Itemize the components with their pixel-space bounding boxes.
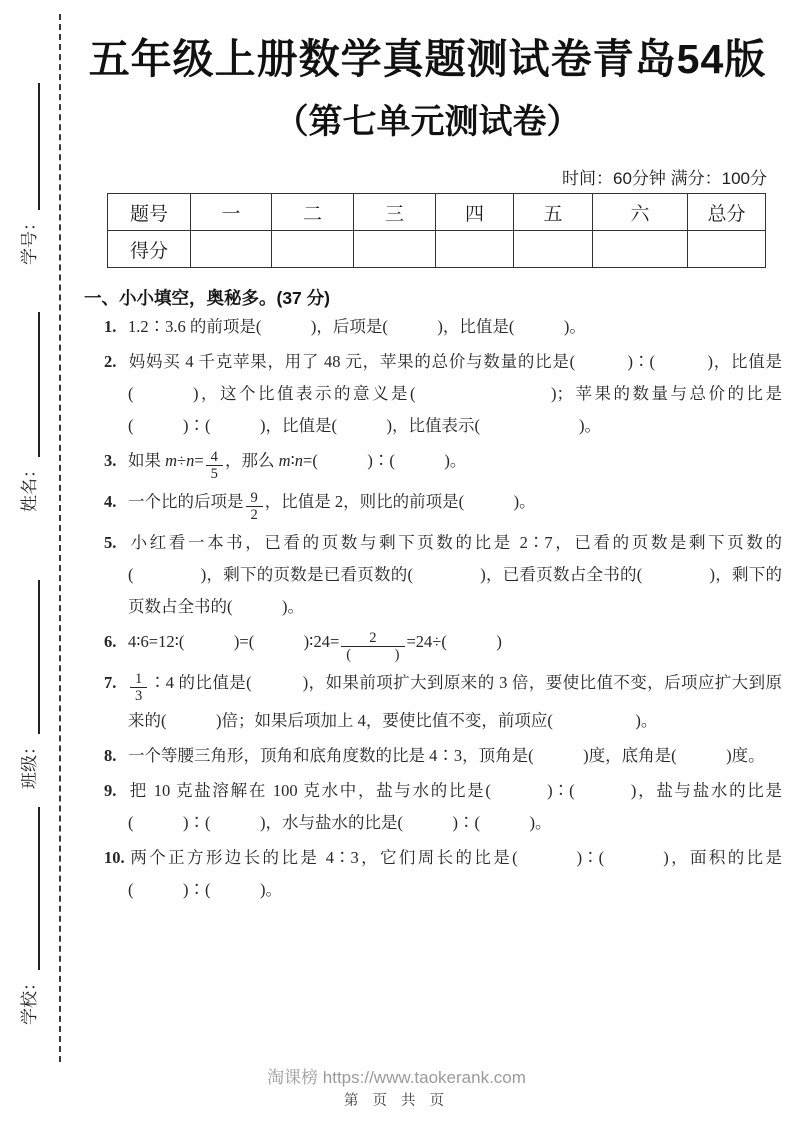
- question-number: 1.: [104, 317, 117, 336]
- question-number: 7.: [104, 673, 117, 693]
- score-cell: [436, 231, 514, 268]
- class-field: [16, 580, 40, 789]
- score-cell: [272, 231, 354, 268]
- page-title: 五年级上册数学真题测试卷青岛54版: [88, 36, 767, 82]
- time-score-info: 时间：60分钟 满分：100分: [562, 169, 767, 188]
- dashed-cut-line: [59, 14, 61, 1062]
- score-col-total: 总分: [688, 194, 766, 231]
- fraction: $\frac{4}{5}$: [206, 449, 223, 483]
- fraction: $\frac{2}{( )}$: [341, 630, 404, 664]
- score-col-5: 五: [514, 194, 593, 231]
- question-number: 6.: [104, 632, 117, 652]
- question-number: 4.: [104, 492, 117, 512]
- question-number: 2.: [104, 352, 117, 371]
- question-item: 7. $\frac{1}{3}$ ∶4 的比值是( )，如果前项扩大到原来的 3 倍，要使比值不变，后项应扩大到原来的( )倍；如果后项加上 4，要使比值不变，前项应( )。: [104, 667, 782, 737]
- score-table-header-row: [108, 194, 766, 231]
- question-number: 10.: [104, 848, 125, 868]
- question-item: 5. 小红看一本书，已看的页数与剩下页数的比是 2∶7，已看的页数是剩下页数的( )，剩下的页数是已看页数的( )，已看页数占全书的( )，剩下的页数占全书的( )。: [104, 527, 782, 623]
- student-number-blank-line: [20, 83, 40, 210]
- question-item: 9. 把 10 克盐溶解在 100 克水中，盐与水的比是( )∶( )，盐与盐水的比是( )∶( )，水与盐水的比是( )∶( )。: [104, 775, 782, 839]
- class-label: 班级：: [20, 738, 39, 789]
- score-cell: [593, 231, 688, 268]
- score-cell: [514, 231, 593, 268]
- score-row-label: 得分: [108, 231, 191, 268]
- section-heading: 一、小小填空，奥秘多。(37 分): [84, 288, 330, 308]
- question-item: 1. 1.2∶3.6 的前项是( )，后项是( )，比值是( )。: [104, 311, 782, 343]
- score-col-3: 三: [354, 194, 436, 231]
- question-number: 9.: [104, 781, 117, 801]
- question-item: 8. 一个等腰三角形，顶角和底角度数的比是 4∶3，顶角是( )度，底角是( )度。: [104, 740, 782, 772]
- question-number: 3.: [104, 451, 117, 470]
- question-number: 5.: [104, 533, 117, 553]
- student-name-blank-line: [20, 312, 40, 457]
- score-col-6: 六: [593, 194, 688, 231]
- score-cell: [354, 231, 436, 268]
- score-table: [107, 193, 766, 268]
- student-number-label: 学号：: [20, 214, 39, 265]
- question-item: 6. 4∶6=12∶( )=( )∶24= $\frac{2}{( )}$ =24÷( ): [104, 626, 782, 664]
- student-name-label: 姓名：: [20, 461, 39, 512]
- score-cell: [191, 231, 272, 268]
- score-table-score-row: [108, 231, 766, 268]
- questions-list: [104, 311, 782, 909]
- question-item: 10. 两个正方形边长的比是 4∶3，它们周长的比是( )∶( )，面积的比是( )∶( )。: [104, 842, 782, 906]
- fraction: $\frac{9}{2}$: [246, 490, 263, 524]
- question-item: 4. 一个比的后项是 $\frac{9}{2}$ ，比值是 2，则比的前项是( )。: [104, 486, 782, 524]
- footer-page-info: 第 页 共 页: [343, 1093, 450, 1109]
- score-col-1: 一: [191, 194, 272, 231]
- class-blank-line: [20, 580, 40, 734]
- score-col-4: 四: [436, 194, 514, 231]
- question-item: 2. 妈妈买 4 千克苹果，用了 48 元，苹果的总价与数量的比是( )∶( )，比值是( )，这个比值表示的意义是( )；苹果的数量与总价的比是( )∶( )，比值是( )，比值表示( )。: [104, 346, 782, 442]
- school-field: [16, 807, 40, 1025]
- fraction: $\frac{1}{3}$: [130, 671, 147, 705]
- school-blank-line: [20, 807, 40, 970]
- score-cell: [688, 231, 766, 268]
- school-label: 学校：: [20, 974, 39, 1025]
- score-table-corner: 题号: [108, 194, 191, 231]
- question-number: 8.: [104, 746, 117, 766]
- page-subtitle: （第七单元测试卷）: [274, 103, 581, 141]
- score-col-2: 二: [272, 194, 354, 231]
- student-number-field: [16, 83, 40, 265]
- question-item: 3. 如果 m÷n= $\frac{4}{5}$ ，那么 m∶n=( )∶( )。: [104, 445, 782, 483]
- footer-brand-url: 淘课榜 https://www.taokerank.com: [267, 1068, 526, 1087]
- student-name-field: [16, 312, 40, 512]
